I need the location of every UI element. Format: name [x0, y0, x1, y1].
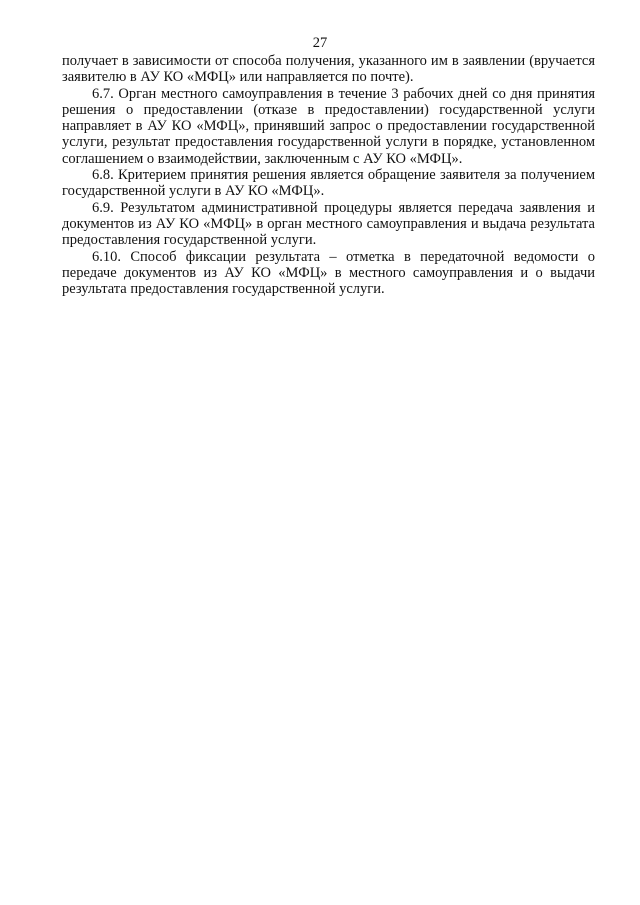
document-body — [62, 53, 595, 297]
paragraph-6-10: 6.10. Способ фиксации результата – отметка в передаточной ведомости о передаче документов из АУ КО «МФЦ» в местного самоуправления и о выдачи результата предоставления государственной услуги. — [62, 248, 595, 298]
paragraph-6-8: 6.8. Критерием принятия решения является обращение заявителя за получением государственной услуги в АУ КО «МФЦ». — [62, 167, 595, 200]
paragraph-continuation: получает в зависимости от способа получения, указанного им в заявлении (вручается заявителю в АУ КО «МФЦ» или направляется по почте). — [62, 53, 595, 86]
page-number: 27 — [312, 35, 328, 51]
paragraph-6-7: 6.7. Орган местного самоуправления в течение 3 рабочих дней со дня принятия решения о предоставлении (отказе в предоставлении) государственной услуги направляет в АУ КО «МФЦ», принявший запрос о предоставлении государственной услуги, результат предоставления государственной услуги в порядке, установленном соглашением о взаимодействии, заключенным с АУ КО «МФЦ». — [62, 85, 595, 167]
paragraph-6-9: 6.9. Результатом административной процедуры является передача заявления и документов из АУ КО «МФЦ» в орган местного самоуправления и выдача результата предоставления государственной услуги. — [62, 199, 595, 249]
